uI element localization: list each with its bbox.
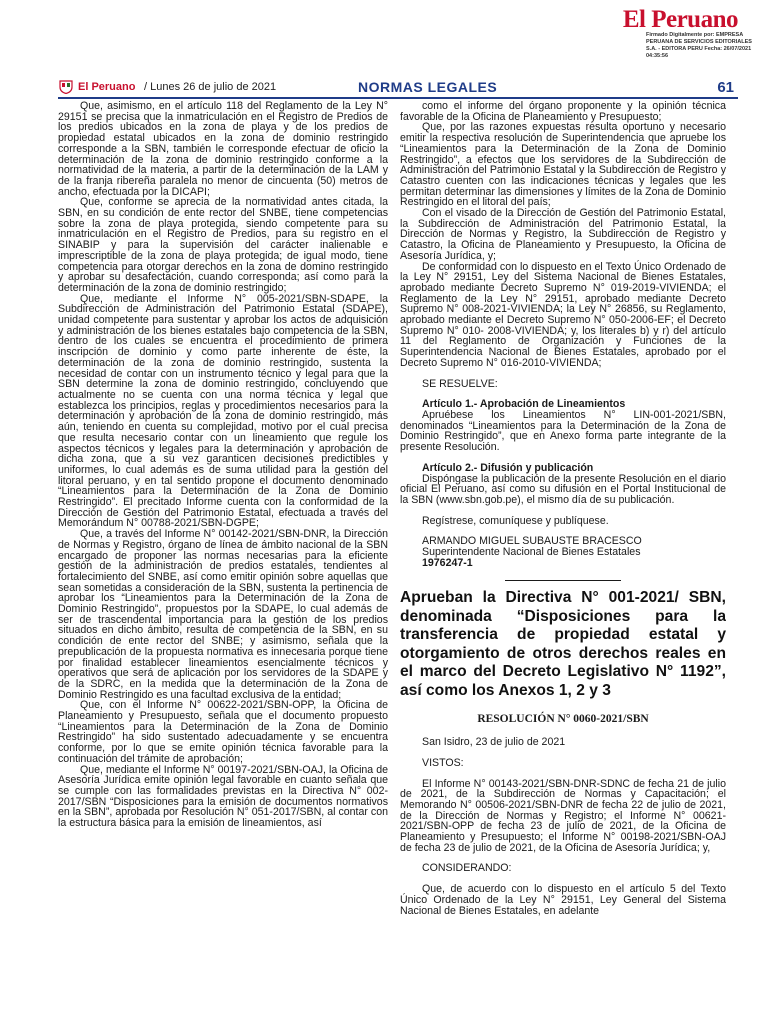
paragraph: Con el visado de la Dirección de Gestión del Patrimonio Estatal, la Subdirección de Administración del Patrimonio Estatal, la Dirección de Normas y Registro, la Subdirección de Registro y Catastro, la Oficina de Planeamiento y Presupuesto, la Oficina de Asesoría Jurídica, y; — [400, 207, 726, 262]
publication-name: El Peruano — [78, 81, 136, 93]
article-2-text: Dispóngase la publicación de la presente Resolución en el diario oficial El Peruano, así como su difusión en el Portal Institucional de la SBN (www.sbn.gob.pe), el mismo día de su publicación. — [400, 472, 726, 506]
article-2-heading: Artículo 2.- Difusión y publicación — [422, 461, 594, 474]
paragraph: Que, con el Informe N° 00622-2021/SBN-OPP, la Oficina de Planeamiento y Presupuesto, señala que el documento propuesto “Lineamientos para la Determinación de la Zona de Dominio Restringido” ha sido sustentado adecuadamente y se encuentra conforme, por lo que se emite opinión técnica favorable para la continuación del trámite de aprobación; — [58, 699, 388, 765]
norm-title: Aprueban la Directiva N° 001-2021/ SBN, denominada “Disposiciones para la transferencia de propiedad estatal y otorgamiento de otros derechos reales en el marco del Decreto Legislativo N° 1192”, así como los Anexos 1, 2 y 3 — [400, 589, 726, 699]
paragraph: Que, mediante el Informe N° 005-2021/SBN-SDAPE, la Subdirección de Administración del Patrimonio Estatal (SDAPE), unidad competente para sustentar y aprobar los actos de adquisición y administración de los bienes estatales bajo competencia de la SBN, dentro de los cuales se encuentra el procedimiento de primera inscripción de dominio y como parte inherente de éste, la determinación de la zona de dominio restringido, sustenta la necesidad de contar con un instrumento técnico y legal para que la SBN determine la zona de dominio restringido, concluyendo que actualmente no se cuenta con una norma técnica y legal que establezca los principios, reglas y procedimientos necesarios para la determinación y aprobación de la zona de dominio restringido, más aún, teniendo en cuenta su complejidad, motivo por el cual precisa que resulta necesario contar con un lineamiento que regule los aspectos técnicos y legales para la determinación y aprobación de dicha zona, que a su vez garanticen decisiones predictibles y uniformes, lo cual además es de suma utilidad para la gestión del litoral peruano, y en tal sentido propone el documento denominado “Lineamientos para la Determinación de la Zona de Dominio Restringido”. El precitado Informe cuenta con la conformidad de la Dirección de Gestión del Patrimonio Estatal, efectuada a través del Memorándum N° 00788-2021/SBN-DGPE; — [58, 292, 388, 530]
right-column — [400, 101, 726, 1029]
considerando-heading: CONSIDERANDO: — [422, 862, 512, 875]
paragraph: como el informe del órgano proponente y la opinión técnica favorable de la Oficina de Planeamiento y Presupuesto; — [400, 101, 726, 123]
considerando-text: Que, de acuerdo con lo dispuesto en el artículo 5 del Texto Único Ordenado de la Ley N° 29151, Ley General del Sistema Nacional de Bienes Estatales, en adelante — [400, 883, 726, 917]
article-1-heading: Artículo 1.- Aprobación de Lineamientos — [422, 398, 626, 411]
issue-date: / Lunes 26 de julio de 2021 — [144, 81, 277, 93]
paragraph: Que, a través del Informe N° 00142-2021/SBN-DNR, la Dirección de Normas y Registro, órgano de línea de ámbito nacional de la SBN encargado de proponer las normas necesarias para la eficiente gestión de la administración de predios estatales, tendientes al fortalecimiento del SNBE, así como emitir opinión sobre aquellas que sean sometidas a consideración de la SBN, sustenta la pertinencia de aprobar los “Lineamientos para la Determinación de la Zona de Dominio Restringido”, propuestos por la SDAPE, lo cual además de ser de trascendental importancia para la gestión de los predios situados en dicho ámbito, resulta de competencia de la SBN, en su condición de ente rector del SNBE; y asimismo, señala que la prepublicación de la propuesta normativa es innecesaria porque tiene por finalidad establecer lineamientos esencialmente técnicos y operativos que será de aplicación por los servidores de la SDAPE y de la SDRC, en la medida que la determinación de la Zona de Dominio Restringido es una facultad exclusiva de la entidad; — [58, 528, 388, 701]
paragraph: De conformidad con lo dispuesto en el Texto Único Ordenado de la Ley N° 29151, Ley del Sistema Nacional de Bienes Estatales, aprobado mediante Decreto Supremo N° 019-2019-VIVIENDA; el Reglamento de la Ley N° 29151, aprobado mediante Decreto Supremo N° 008-2021-VIVIENDA; la Ley N° 26856, su Reglamento, aprobado mediante el Decreto Supremo N° 050-2006-EF; el Decreto Supremo N° 010- 2008-VIVIENDA; y, los literales b) y r) del artículo 11 del Reglamento de Organización y Funciones de la Superintendencia Nacional de Bienes Estatales, aprobado por el Decreto Supremo N° 016-2010-VIVIENDA; — [400, 260, 726, 369]
paragraph: Que, por las razones expuestas resulta oportuno y necesario emitir la respectiva resolución de Superintendencia que apruebe los “Lineamientos para la Determinación de la Zona de Dominio Restringido”, a efectos que los servidores de la Subdirección de Administración del Patrimonio Estatal y la Subdirección de Registro y Catastro cuenten con las indicaciones técnicas y legales que les permitan determinar las dimensiones y límites de la Zona de Dominio Restringido en el litoral del país; — [400, 121, 726, 209]
resolves-heading: SE RESUELVE: — [422, 377, 498, 390]
paragraph: Que, conforme se aprecia de la normatividad antes citada, la SBN, en su condición de ente rector del SNBE, tiene competencias sobre la zona de playa protegida, siendo competente para su inmatriculación en el Registro de Predios, para su registro en el SINABIP y para la supervisión del carácter inalienable e imprescriptible de la zona de playa protegida; de igual modo, tiene competencia para otorgar derechos en la zona de domino restringido y aprobar su desafectación, cuando corresponda; así como para la determinación de la zona de dominio restringido; — [58, 196, 388, 294]
paragraph: Que, asimismo, en el artículo 118 del Reglamento de la Ley N° 29151 se precisa que la inmatriculación en el Registro de Predios de los predios ubicados en la zona de playa y de los predios de propiedad estatal ubicados en la zona de dominio restringido corresponde a la SBN, también le corresponde efectuar de oficio la determinación de la zona de dominio restringido conforme a la normatividad de la materia, a partir de la determinación de la LAM y de la franja ribereña paralela no menor de cincuenta (50) metros de ancho, efectuada por la DICAPI; — [58, 101, 388, 198]
header-rule — [58, 97, 738, 99]
publication-code: 1976247-1 — [422, 556, 473, 569]
paragraph: Que, mediante el Informe N° 00197-2021/SBN-OAJ, la Oficina de Asesoría Jurídica emite opinión legal favorable en cuanto señala que se cumple con las formalidades previstas en la Directiva N° 002-2017/SBN “Disposiciones para la emisión de documentos normativos en la SBN”, aprobada por Resolución N° 051-2017/SBN, al contar con la estructura básica para la emisión de lineamientos, así — [58, 763, 388, 830]
section-divider — [505, 580, 621, 581]
brand-logo: El Peruano — [622, 6, 738, 33]
digital-signature: Firmado Digitalmente por: EMPRESA PERUANA DE SERVICIOS EDITORIALES S.A. - EDITORA PERU Fecha: 26/07/2021 04:35:56 — [646, 32, 752, 59]
masthead — [0, 0, 768, 78]
resolution-number: RESOLUCIÓN N° 0060-2021/SBN — [477, 713, 649, 726]
signer-title: Superintendente Nacional de Bienes Estatales — [422, 546, 641, 559]
signer-name: ARMANDO MIGUEL SUBAUSTE BRACESCO — [422, 535, 642, 548]
article-1-text: Apruébese los Lineamientos N° LIN-001-2021/SBN, denominados “Lineamientos para la Determinación de la Zona de Dominio Restringido”, que en Anexo forma parte integrante de la presente Resolución. — [400, 408, 726, 454]
vistos-heading: VISTOS: — [422, 756, 464, 769]
section-title: NORMAS LEGALES — [358, 79, 498, 95]
left-column — [58, 101, 388, 1029]
place-date: San Isidro, 23 de julio de 2021 — [422, 736, 566, 749]
vistos-text: El Informe N° 00143-2021/SBN-DNR-SDNC de fecha 21 de julio de 2021, de la Subdirección de Normas y Capacitación; el Memorando N° 00506-2021/SBN-DNR de fecha 22 de julio de 2021, de la Dirección de Normas y Registro; el Informe N° 00621-2021/SBN-OPP de fecha 23 de julio de 2021, de la Oficina de Planeamiento y Presupuesto; el Informe N° 00198-2021/SBN-OAJ de fecha 23 de julio de 2021, de la Oficina de Asesoría Jurídica; y, — [400, 777, 726, 854]
closing-formula: Regístrese, comuníquese y publíquese. — [422, 514, 609, 527]
page-number: 61 — [717, 79, 734, 96]
coat-of-arms-icon — [58, 80, 74, 94]
running-header — [58, 78, 738, 98]
